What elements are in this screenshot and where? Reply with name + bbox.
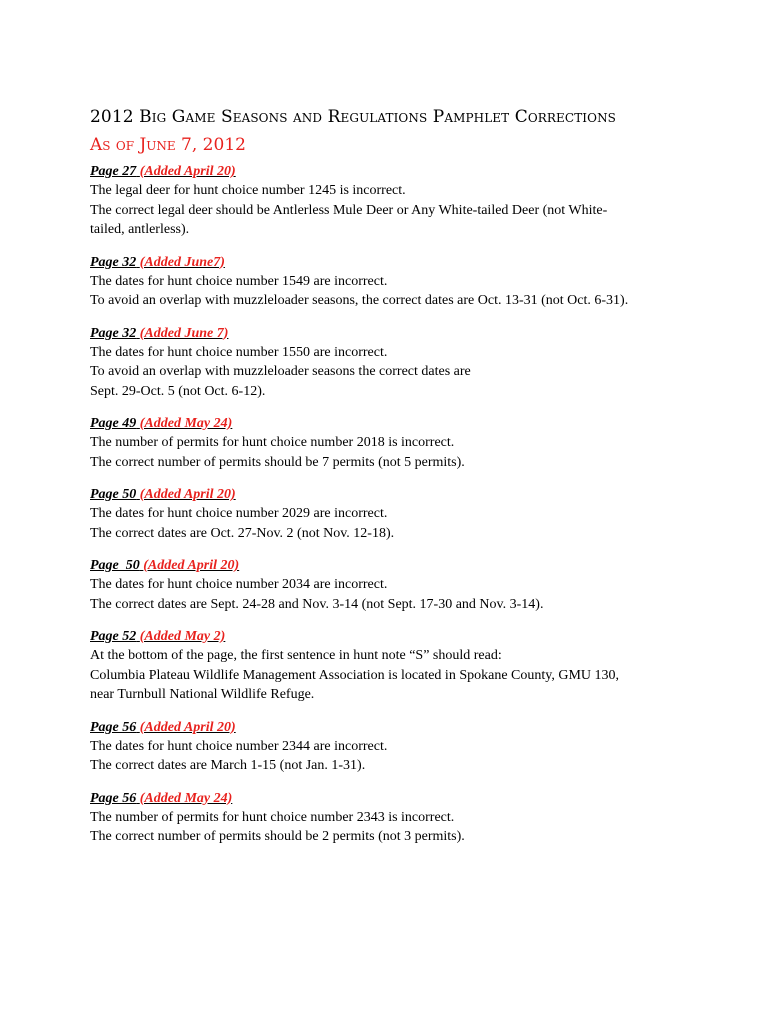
entry-page: Page 32 bbox=[90, 325, 137, 341]
entry-added-date: (Added May 24) bbox=[139, 416, 233, 431]
entry-line: The correct dates are Sept. 24-28 and Nov. 3-14 (not Sept. 17-30 and Nov. 3-14). bbox=[90, 596, 544, 612]
entry-page: Page 56 bbox=[90, 790, 137, 806]
entry-heading bbox=[90, 789, 690, 808]
entry-added-date: (Added June 7) bbox=[139, 325, 229, 341]
correction-entry bbox=[90, 162, 690, 240]
correction-entry bbox=[90, 324, 690, 402]
correction-entry bbox=[90, 485, 690, 543]
document-subtitle: As of June 7, 2012 bbox=[90, 135, 246, 155]
entry-heading bbox=[90, 485, 690, 504]
entry-line: The dates for hunt choice number 2029 are incorrect. bbox=[90, 506, 388, 521]
entry-line: near Turnbull National Wildlife Refuge. bbox=[90, 687, 315, 702]
entry-added-date: (Added April 20) bbox=[139, 164, 236, 179]
entry-added-date: (Added May 2) bbox=[139, 629, 226, 644]
entry-added-date: (Added May 24) bbox=[139, 790, 233, 806]
entry-line: Columbia Plateau Wildlife Management Association is located in Spokane County, GMU 130, bbox=[90, 667, 620, 683]
entry-line: The number of permits for hunt choice number 2018 is incorrect. bbox=[90, 435, 455, 450]
entry-line: Sept. 29-Oct. 5 (not Oct. 6-12). bbox=[90, 383, 266, 399]
entry-line: The dates for hunt choice number 1550 are incorrect. bbox=[90, 344, 388, 360]
entry-heading bbox=[90, 414, 690, 433]
entry-line: The correct number of permits should be 7 permits (not 5 permits). bbox=[90, 454, 465, 470]
entry-added-date: (Added April 20) bbox=[139, 487, 236, 502]
entry-page: Page 32 bbox=[90, 254, 137, 270]
entry-line: At the bottom of the page, the first sentence in hunt note “S” should read: bbox=[90, 648, 502, 663]
entry-line: The dates for hunt choice number 1549 are incorrect. bbox=[90, 273, 388, 289]
correction-entry bbox=[90, 789, 690, 847]
entry-line: The legal deer for hunt choice number 1245 is incorrect. bbox=[90, 183, 406, 198]
entry-page: Page 56 bbox=[90, 719, 137, 735]
entry-added-date: (Added April 20) bbox=[139, 719, 236, 735]
entry-heading bbox=[90, 627, 690, 646]
entry-heading bbox=[90, 162, 690, 181]
entry-added-date: (Added April 20) bbox=[143, 558, 240, 573]
entry-line: tailed, antlerless). bbox=[90, 222, 190, 237]
correction-entry bbox=[90, 627, 690, 705]
entry-page: Page 50 bbox=[90, 487, 137, 502]
correction-entry bbox=[90, 414, 690, 472]
entry-line: The correct dates are Oct. 27-Nov. 2 (not Nov. 12-18). bbox=[90, 525, 395, 541]
entry-page: Page 27 bbox=[90, 164, 137, 179]
document-title: 2012 Big Game Seasons and Regulations Pamphlet Corrections bbox=[90, 107, 617, 127]
entry-line: The number of permits for hunt choice number 2343 is incorrect. bbox=[90, 809, 455, 825]
entry-page: Page 49 bbox=[90, 416, 137, 431]
entry-heading bbox=[90, 253, 690, 272]
entry-heading bbox=[90, 324, 690, 343]
correction-entry bbox=[90, 253, 690, 311]
entry-line: The correct legal deer should be Antlerless Mule Deer or Any White-tailed Deer (not White- bbox=[90, 202, 608, 218]
entry-added-date: (Added June7) bbox=[139, 254, 225, 270]
document-page bbox=[90, 104, 690, 847]
entry-line: The dates for hunt choice number 2034 are incorrect. bbox=[90, 577, 388, 592]
entry-line: To avoid an overlap with muzzleloader seasons the correct dates are bbox=[90, 364, 471, 379]
correction-entry bbox=[90, 718, 690, 776]
entry-line: The correct number of permits should be 2 permits (not 3 permits). bbox=[90, 829, 465, 844]
entry-heading bbox=[90, 556, 690, 575]
entry-page: Page 50 bbox=[90, 558, 140, 573]
correction-entry bbox=[90, 556, 690, 614]
entry-line: To avoid an overlap with muzzleloader seasons, the correct dates are Oct. 13-31 (not Oct. 6-31). bbox=[90, 293, 629, 308]
entry-line: The dates for hunt choice number 2344 are incorrect. bbox=[90, 738, 388, 754]
entry-page: Page 52 bbox=[90, 629, 137, 644]
entry-line: The correct dates are March 1-15 (not Jan. 1-31). bbox=[90, 758, 366, 773]
entry-heading bbox=[90, 718, 690, 737]
